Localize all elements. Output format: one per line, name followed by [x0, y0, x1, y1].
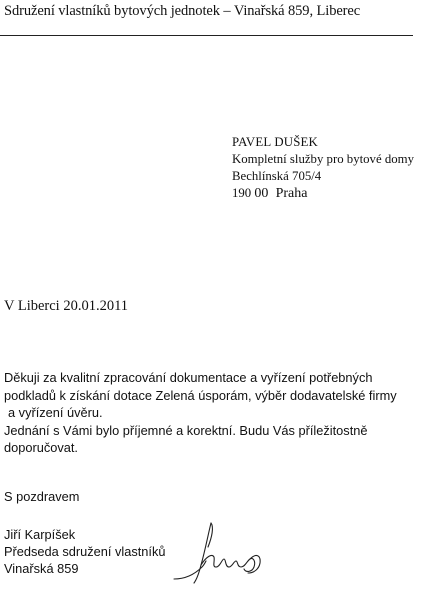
addressee-block — [232, 134, 414, 202]
handwritten-signature — [168, 517, 268, 587]
date-line: V Liberci 20.01.2011 — [4, 298, 129, 314]
letterhead-divider — [0, 35, 413, 36]
letterhead: Sdružení vlastníků bytových jednotek – Vinařská 859, Liberec — [4, 3, 361, 19]
body-line: Jednání s Vámi bylo příjemné a korektní. Budu Vás příležitostně — [4, 422, 368, 438]
signer-title: Předseda sdružení vlastníků — [4, 544, 166, 559]
closing-greeting: S pozdravem — [4, 489, 80, 504]
addressee-zip-part-1: 190 — [232, 186, 252, 200]
addressee-zip-city — [232, 185, 414, 202]
signer-block — [4, 526, 165, 577]
addressee-company: Kompletní služby pro bytové domy — [232, 152, 414, 166]
body-line: podkladů k získání dotace Zelená úsporám, výběr dodavatelské firmy — [4, 387, 397, 403]
body-line: a vyřízení úvěru. — [8, 405, 103, 420]
addressee-zip-part-2: 00 — [254, 186, 269, 201]
signer-address: Vinařská 859 — [4, 561, 79, 576]
addressee-street: Bechlínská 705/4 — [232, 169, 322, 183]
letter-body — [4, 369, 397, 457]
body-line: Děkuji za kvalitní zpracování dokumentace a vyřízení potřebných — [4, 370, 373, 385]
addressee-city: Praha — [275, 186, 308, 201]
addressee-name: PAVEL DUŠEK — [232, 135, 318, 149]
signer-name: Jiří Karpíšek — [4, 527, 76, 542]
body-line: doporučovat. — [4, 440, 78, 455]
